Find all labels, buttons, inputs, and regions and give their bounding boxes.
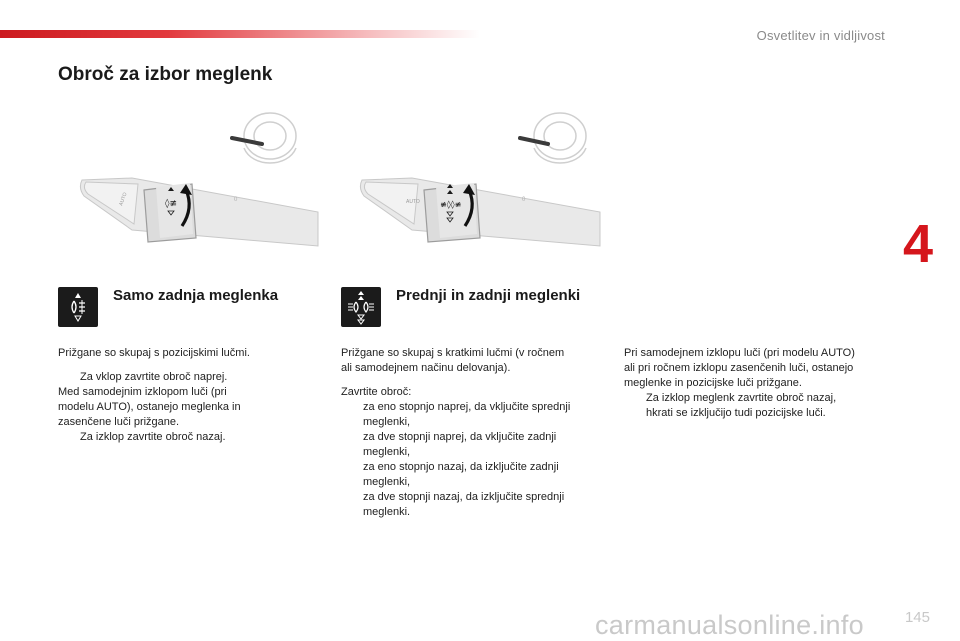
paragraph-line: Prižgane so skupaj s kratkimi lučmi (v ročnem xyxy=(341,347,565,359)
switch-marking-zero-right: 0 xyxy=(522,197,526,203)
bullet-item: za eno stopnjo naprej, da vključite sprednji xyxy=(363,401,571,413)
paragraph-line: Med samodejnim izklopom luči (pri xyxy=(58,386,227,398)
bullet-item: za eno stopnjo nazaj, da izključite zadnji xyxy=(363,461,559,473)
paragraph-line: modelu AUTO), ostanejo meglenka in xyxy=(58,401,241,413)
paragraph-line: ali samodejnem načinu delovanja). xyxy=(341,362,511,374)
bullet-item-cont: meglenki, xyxy=(363,416,411,428)
bullet-item: Za izklop meglenk zavrtite obroč nazaj, xyxy=(646,392,837,404)
rear-fog-mini-icon: ◊≢ xyxy=(165,199,177,209)
bullet-item-cont: hkrati se izključijo tudi pozicijske luči. xyxy=(646,407,826,419)
bullet-item: Za vklop zavrtite obroč naprej. xyxy=(80,371,228,383)
column-2-text xyxy=(341,346,606,520)
fog-switch-illustration-rear xyxy=(72,108,322,250)
paragraph: Zavrtite obroč: xyxy=(341,386,412,398)
watermark: carmanualsonline.info xyxy=(595,610,864,640)
paragraph-line: zasenčene luči prižgane. xyxy=(58,416,180,428)
switch-marking-auto: AUTO xyxy=(118,191,129,207)
column-3-text xyxy=(624,346,899,421)
section-heading-front-rear: Prednji in zadnji meglenki xyxy=(396,287,581,304)
bullet-item-cont: meglenki, xyxy=(363,476,411,488)
switch-marking-auto-right: AUTO xyxy=(406,199,420,205)
paragraph-line: Pri samodejnem izklopu luči (pri modelu AUTO) xyxy=(624,347,855,359)
bullet-item: Za izklop zavrtite obroč nazaj. xyxy=(80,431,226,443)
chapter-number: 4 xyxy=(903,214,934,274)
section-heading-rear-only: Samo zadnja meglenka xyxy=(113,287,279,304)
page-title: Obroč za izbor meglenk xyxy=(58,64,273,85)
paragraph-line: meglenke in pozicijske luči prižgane. xyxy=(624,377,802,389)
bullet-item: za dve stopnji nazaj, da izključite sprednji xyxy=(363,491,565,503)
fog-switch-illustration-front-rear xyxy=(352,108,602,250)
bullet-item-cont: meglenki, xyxy=(363,446,411,458)
switch-marking-zero: 0 xyxy=(234,197,238,203)
paragraph-line: ali pri ročnem izklopu zasenčenih luči, ostanejo xyxy=(624,362,854,374)
header-accent-bar xyxy=(0,30,480,38)
rear-fog-lamp-icon xyxy=(58,287,98,327)
column-1-text xyxy=(58,346,308,445)
front-rear-fog-mini-icon: ≢◊◊≢ xyxy=(440,200,462,209)
chapter-title: Osvetlitev in vidljivost xyxy=(756,28,885,43)
bullet-item: za dve stopnji naprej, da vključite zadnji xyxy=(363,431,557,443)
bullet-item-cont: meglenki. xyxy=(363,506,411,518)
paragraph: Prižgane so skupaj s pozicijskimi lučmi. xyxy=(58,347,250,359)
page-number: 145 xyxy=(904,609,930,626)
front-and-rear-fog-lamp-icon xyxy=(341,287,381,327)
